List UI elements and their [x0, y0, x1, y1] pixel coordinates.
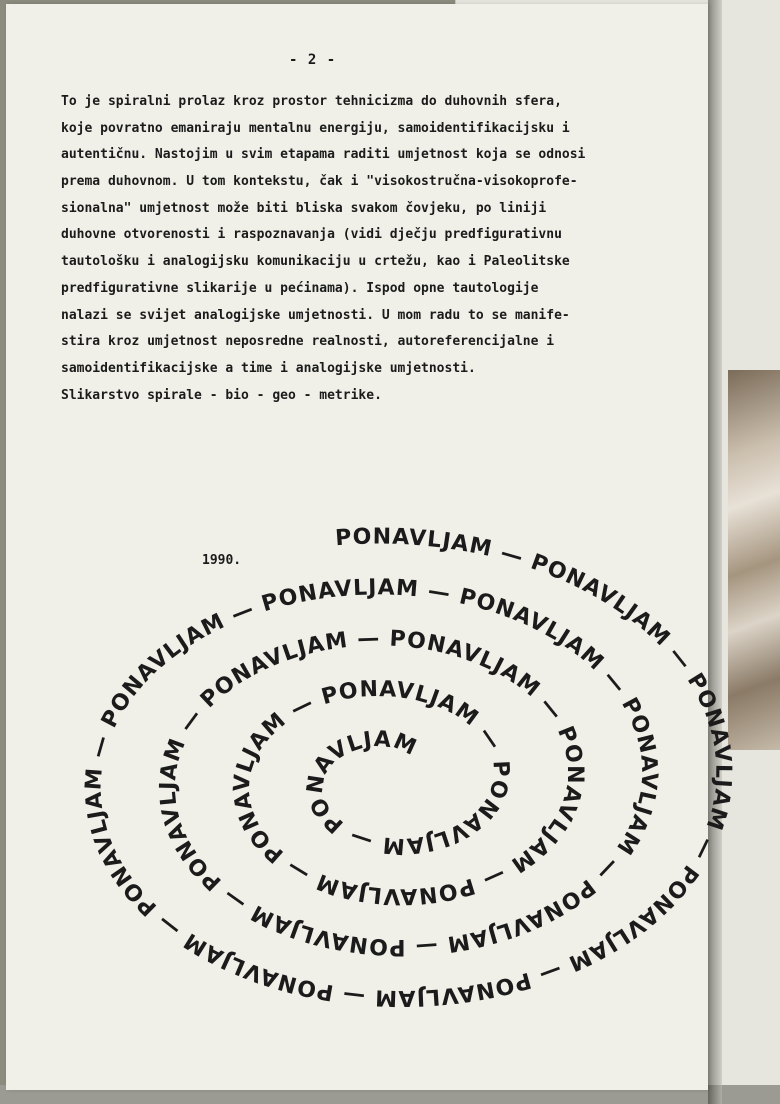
text-line: sionalna" umjetnost može biti bliska svakom čovjeku, po liniji — [61, 200, 547, 216]
spiral-textpath: PONAVLJAM — PONAVLJAM — PONAVLJAM — PONAVLJAM — PONAVLJAM — PONAVLJAM — PONAVLJAM — PONAVLJAM — PONAVLJAM — PONAVLJAM — PONAVLJAM — PONAVLJAM — PONAVLJAM — PONAVLJAM — PONAVLJAM — PONAVLJAM — PONAVLJAM — PONAVLJAM — PONAVLJAM — PONAVLJAM — PONAVLJAM — PONAVLJAM — [81, 524, 736, 1011]
text-line: predfigurativne slikarije u pećinama). Ispod opne tautologije — [61, 280, 539, 296]
text-line: Slikarstvo spirale - bio - geo - metrike. — [61, 387, 382, 403]
text-line: To je spiralni prolaz kroz prostor tehnicizma do duhovnih sfera, — [61, 94, 562, 109]
text-line: prema duhovnom. U tom kontekstu, čak i "visokostručna-visokoprofe- — [61, 174, 578, 190]
year-label: 1990. — [202, 553, 242, 568]
text-line: autentičnu. Nastojim u svim etapama raditi umjetnost koja se odnosi — [61, 147, 586, 163]
spiral-text — [81, 524, 735, 1010]
text-line: nalazi se svijet analogijske umjetnosti. U mom radu to se manife- — [61, 307, 570, 323]
text-line: samoidentifikacijske a time i analogijske umjetnosti. — [61, 360, 476, 376]
text-line: tautološku i analogijsku komunikaciju u crtežu, kao i Paleolitske — [61, 254, 570, 270]
page-number: - 2 - — [289, 52, 337, 68]
text-line: koje povratno emaniraju mentalnu energiju, samoidentifikacijsku i — [61, 120, 570, 136]
text-line: stira kroz umjetnost neposredne realnosti, autoreferencijalne i — [61, 334, 555, 350]
text-line: duhovne otvorenosti i raspoznavanja (vidi dječju predfigurativnu — [61, 227, 562, 243]
